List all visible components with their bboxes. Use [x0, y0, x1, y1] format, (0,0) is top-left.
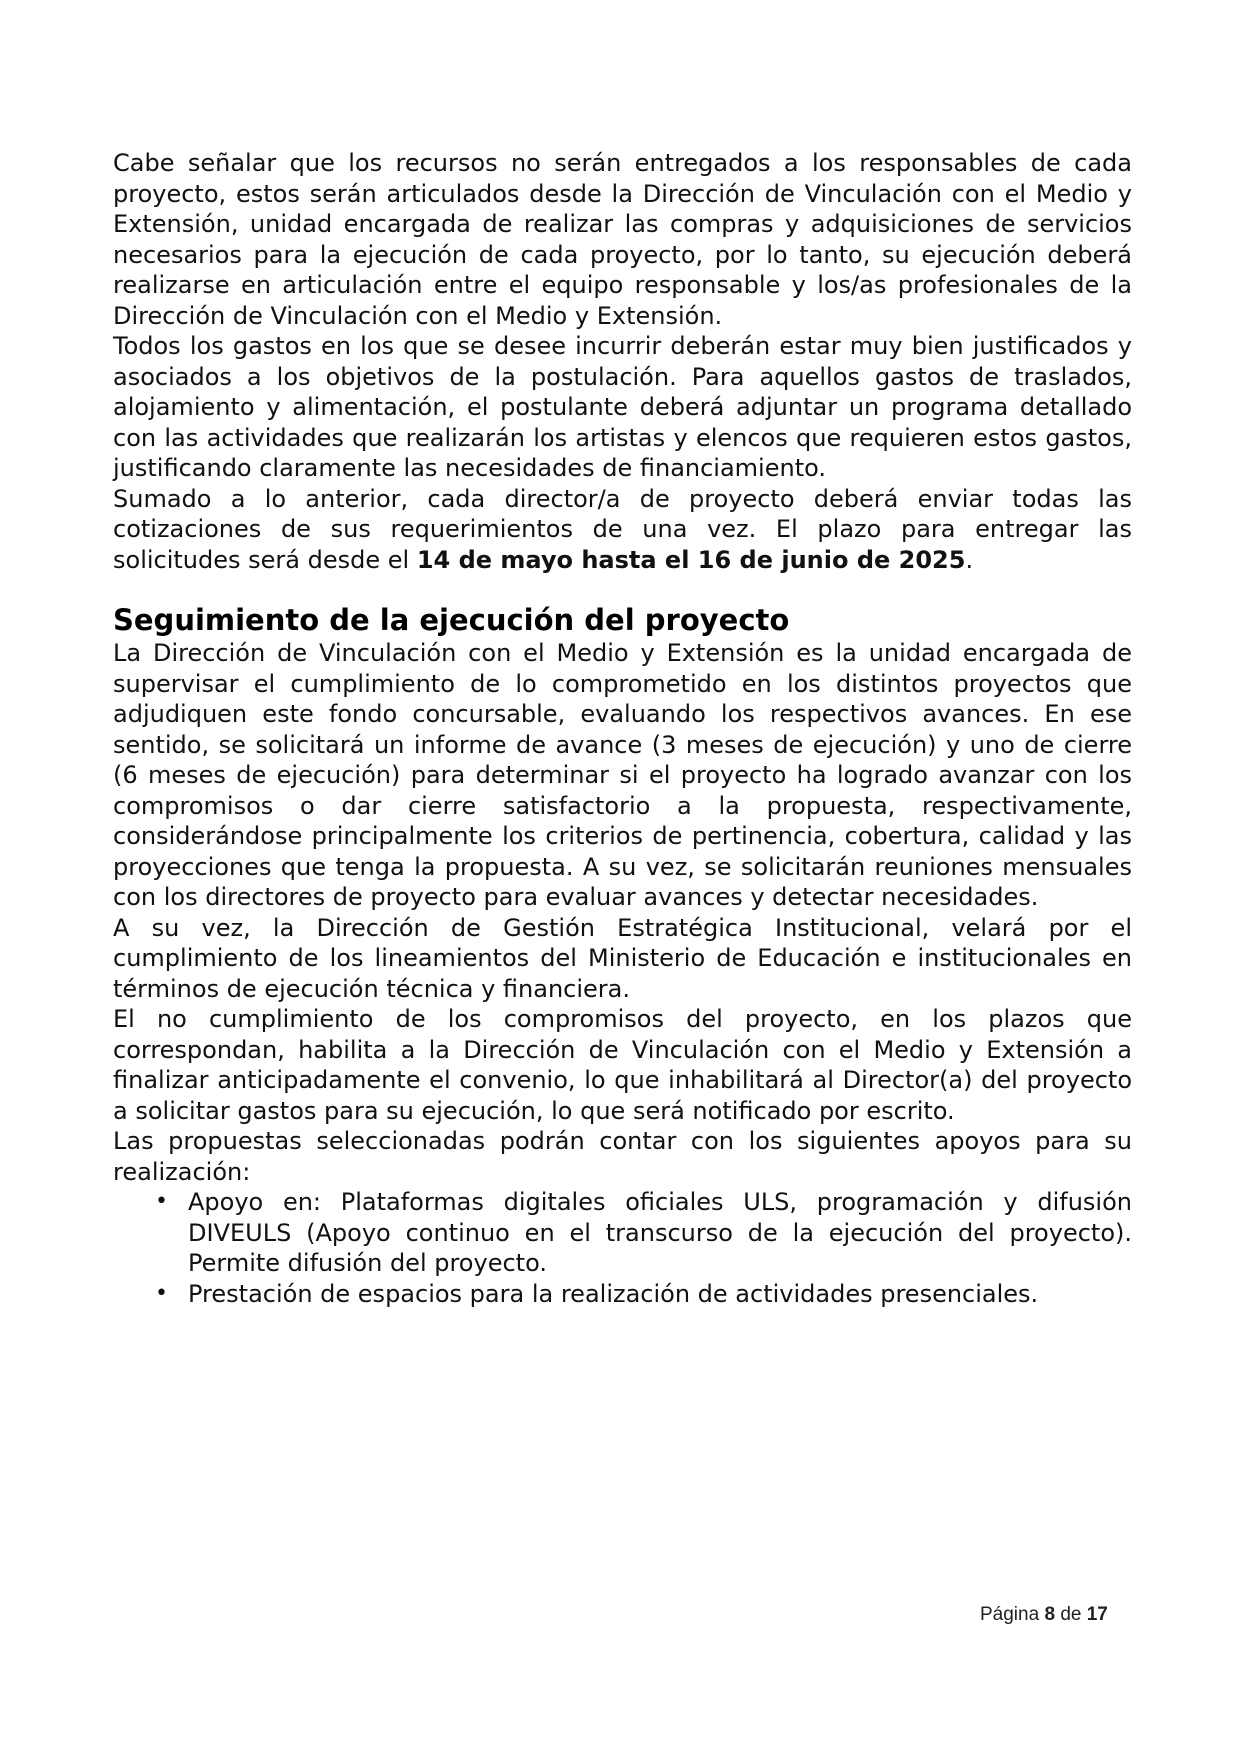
of-word: de [1060, 1604, 1082, 1625]
bullet-icon: • [155, 1280, 168, 1306]
page-word: Página [980, 1604, 1040, 1625]
bullet-icon: • [155, 1189, 168, 1214]
page-number-footer [980, 1604, 1108, 1626]
list-item [113, 1279, 1132, 1310]
paragraph-supervision: La Dirección de Vinculación con el Medio y Extensión es la unidad encargada de supervisar el cumplimiento de lo comprometido en los distintos proyectos que adjudiquen este fondo concursable, evaluando los respectivos avances. En ese sentido, se solicitará un informe de avance (3 meses de ejecución) y uno de cierre (6 meses de ejecución) para determinar si el proyecto ha logrado avanzar con los compromisos o dar cierre satisfactorio a la propuesta, respectivamente, considerándose principalmente los criterios de pertinencia, cobertura, calidad y las proyecciones que tenga la propuesta. A su vez, se solicitarán reuniones mensuales con los directores de proyecto para evaluar avances y detectar necesidades. [113, 639, 1132, 911]
paragraph-expenses: Todos los gastos en los que se desee incurrir deberán estar muy bien justificados y asociados a los objetivos de la postulación. Para aquellos gastos de traslados, alojamiento y alimentación, el postulante deberá adjuntar un programa detallado con las actividades que realizarán los artistas y elencos que requieren estos gastos, justificando claramente las necesidades de financiamiento. [113, 332, 1132, 482]
paragraph-strategic-management: A su vez, la Dirección de Gestión Estratégica Institucional, velará por el cumplimiento de los lineamientos del Ministerio de Educación e institucionales en términos de ejecución técnica y financiera. [113, 913, 1132, 1003]
total-pages: 17 [1086, 1604, 1108, 1625]
section-title: Seguimiento de la ejecución del proyecto [113, 603, 790, 637]
list-item-text: Apoyo en: Plataformas digitales oficiales ULS, programación y difusión DIVEULS (Apoyo continuo en el transcurso de la ejecución del proyecto). Permite difusión del proyecto. [188, 1188, 1132, 1277]
paragraph-resources: Cabe señalar que los recursos no serán entregados a los responsables de cada proyecto, estos serán articulados desde la Dirección de Vinculación con el Medio y Extensión, unidad encargada de realizar las compras y adquisiciones de servicios necesarios para la ejecución de cada proyecto, por lo tanto, su ejecución deberá realizarse en articulación entre el equipo responsable y los/as profesionales de la Dirección de Vinculación con el Medio y Extensión. [113, 149, 1132, 330]
list-item [113, 1187, 1132, 1279]
list-item-text: Prestación de espacios para la realización de actividades presenciales. [188, 1279, 1039, 1308]
deadline-text: Sumado a lo anterior, cada director/a de proyecto deberá enviar todas las cotizaciones de sus requerimientos de una vez. El plazo para entregar las solicitudes será desde el [113, 484, 1132, 574]
support-list [113, 1187, 1132, 1309]
current-page: 8 [1044, 1604, 1056, 1625]
deadline-period: . [965, 545, 974, 574]
paragraph-deadline [113, 484, 1132, 576]
paragraph-support-intro: Las propuestas seleccionadas podrán contar con los siguientes apoyos para su realización: [113, 1127, 1132, 1186]
document-body [113, 148, 1132, 1309]
deadline-dates: 14 de mayo hasta el 16 de junio de 2025 [416, 545, 966, 574]
paragraph-noncompliance: El no cumplimiento de los compromisos del proyecto, en los plazos que correspondan, habilita a la Dirección de Vinculación con el Medio y Extensión a finalizar anticipadamente el convenio, lo que inhabilitará al Director(a) del proyecto a solicitar gastos para su ejecución, lo que será notificado por escrito. [113, 1005, 1132, 1125]
